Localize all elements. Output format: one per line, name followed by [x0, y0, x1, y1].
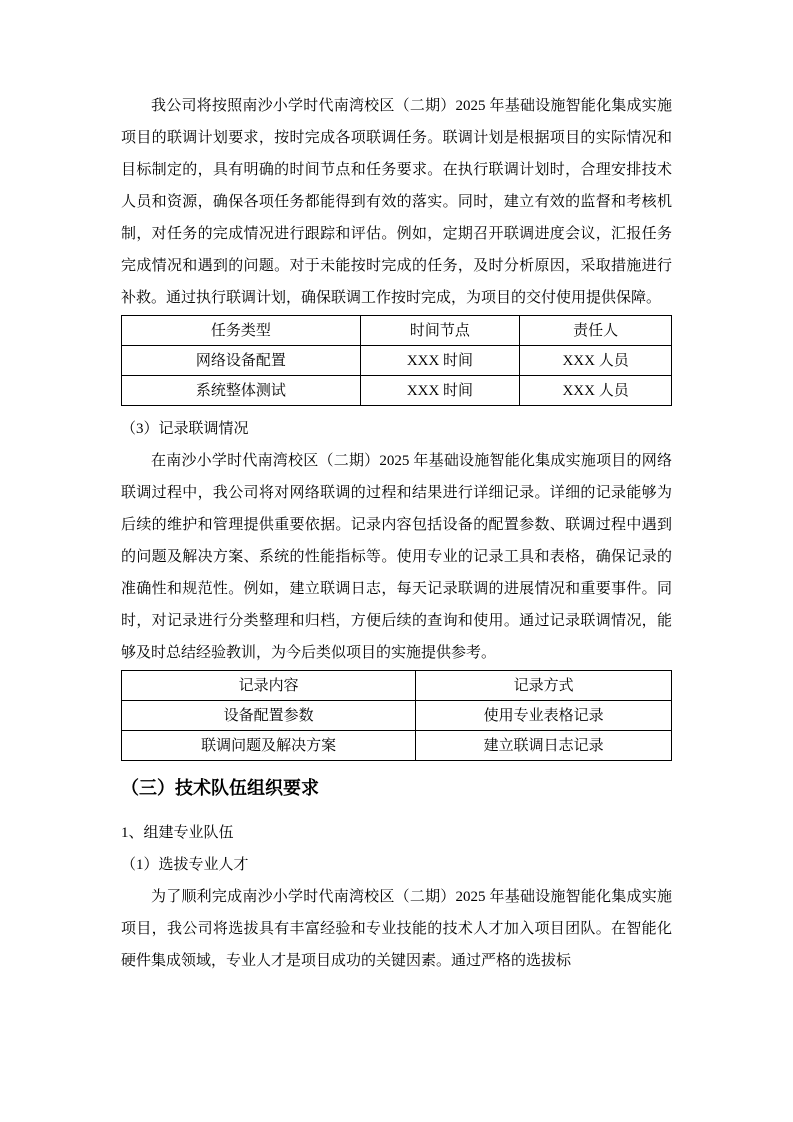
table-row	[122, 346, 672, 376]
list-item-build-team: 1、组建专业队伍	[121, 825, 234, 841]
table-cell: XXX 人员	[520, 346, 672, 376]
table-cell: 网络设备配置	[122, 346, 361, 376]
body-paragraph: 为了顺利完成南沙小学时代南湾校区（二期）2025 年基础设施智能化集成实施项目，我公司将选拔具有丰富经验和专业技能的技术人才加入项目团队。在智能化硬件集成领域，专业人才是项目成功的关键因素。通过严格的选拔标	[121, 889, 672, 969]
table-header-cell: 记录内容	[122, 671, 416, 701]
task-schedule-table	[121, 315, 672, 406]
section-heading-tech-team: （三）技术队伍组织要求	[121, 778, 319, 798]
table-cell: XXX 人员	[520, 376, 672, 406]
table-row	[122, 731, 672, 761]
table-header-cell: 记录方式	[416, 671, 672, 701]
table-cell: 建立联调日志记录	[416, 731, 672, 761]
table-header-cell: 责任人	[520, 316, 672, 346]
table-header-cell: 任务类型	[122, 316, 361, 346]
table-cell: XXX 时间	[360, 346, 520, 376]
table-header-cell: 时间节点	[360, 316, 520, 346]
table-row	[122, 376, 672, 406]
table-header-row	[122, 671, 672, 701]
table-cell: 使用专业表格记录	[416, 701, 672, 731]
table-cell: 系统整体测试	[122, 376, 361, 406]
body-paragraph: 在南沙小学时代南湾校区（二期）2025 年基础设施智能化集成实施项目的网络联调过程中，我公司将对网络联调的过程和结果进行详细记录。详细的记录能够为后续的维护和管理提供重要依据。记录内容包括设备的配置参数、联调过程中遇到的问题及解决方案、系统的性能指标等。使用专业的记录工具和表格，确保记录的准确性和规范性。例如，建立联调日志，每天记录联调的进展情况和重要事件。同时，对记录进行分类整理和归档，方便后续的查询和使用。通过记录联调情况，能够及时总结经验教训，为今后类似项目的实施提供参考。	[121, 453, 672, 661]
table-cell: 联调问题及解决方案	[122, 731, 416, 761]
list-item-select-talent: （1）选拔专业人才	[121, 857, 249, 873]
table-cell: 设备配置参数	[122, 701, 416, 731]
table-row	[122, 701, 672, 731]
body-paragraph: 我公司将按照南沙小学时代南湾校区（二期）2025 年基础设施智能化集成实施项目的联调计划要求，按时完成各项联调任务。联调计划是根据项目的实际情况和目标制定的，具有明确的时间节点和任务要求。在执行联调计划时，合理安排技术人员和资源，确保各项任务都能得到有效的落实。同时，建立有效的监督和考核机制，对任务的完成情况进行跟踪和评估。例如，定期召开联调进度会议，汇报任务完成情况和遇到的问题。对于未能按时完成的任务，及时分析原因，采取措施进行补救。通过执行联调计划，确保联调工作按时完成，为项目的交付使用提供保障。	[121, 98, 672, 306]
sub-heading-record-status: （3）记录联调情况	[121, 421, 249, 437]
table-cell: XXX 时间	[360, 376, 520, 406]
table-header-row	[122, 316, 672, 346]
record-method-table	[121, 670, 672, 761]
